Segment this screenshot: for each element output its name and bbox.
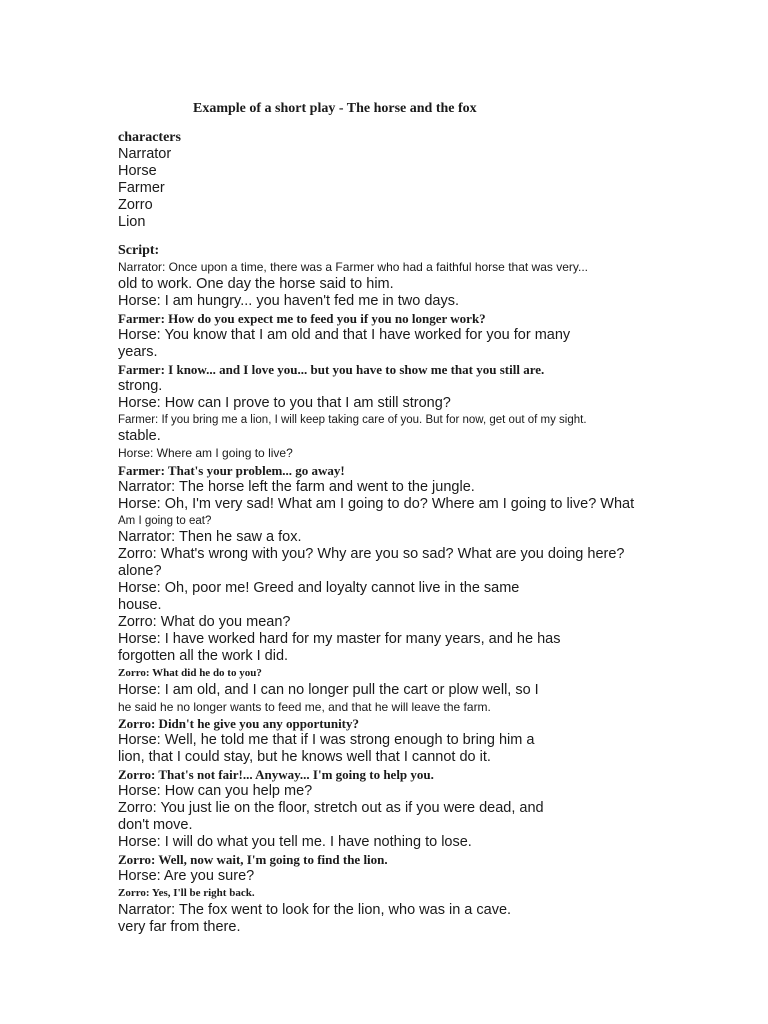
script-line: Horse: I will do what you tell me. I have nothing to lose. xyxy=(118,834,472,850)
script-line: Farmer: That's your problem... go away! xyxy=(118,462,345,478)
script-line: Farmer: How do you expect me to feed you if you no longer work? xyxy=(118,310,486,326)
script-line: Zorro: Well, now wait, I'm going to find the lion. xyxy=(118,852,388,867)
script-line: Zorro: What did he do to you? xyxy=(118,667,262,679)
script-line: Horse: Where am I going to live? xyxy=(118,446,293,460)
script-line: Narrator: Then he saw a fox. xyxy=(118,529,302,545)
script-line: Horse: Well, he told me that if I was strong enough to bring him a xyxy=(118,732,535,748)
script-line: years. xyxy=(118,343,158,360)
script-line: house. xyxy=(118,597,162,613)
script-line: Zorro: That's not fair!... Anyway... I'm going to help you. xyxy=(118,767,434,782)
script-line: Narrator: The fox went to look for the lion, who was in a cave. xyxy=(118,901,512,918)
character-name: Zorro xyxy=(118,197,153,213)
script-line: Horse: Oh, poor me! Greed and loyalty cannot live in the same xyxy=(118,580,520,596)
script-line: Horse: How can I prove to you that I am still strong? xyxy=(118,394,451,411)
script-line: Horse: You know that I am old and that I have worked for you for many xyxy=(118,326,571,343)
script-line: Horse: How can you help me? xyxy=(118,783,313,799)
script-line: Farmer: If you bring me a lion, I will keep taking care of you. But for now, get out of my sight. xyxy=(118,413,587,426)
script-line: Horse: Are you sure? xyxy=(118,868,255,884)
script-line: forgotten all the work I did. xyxy=(118,648,289,664)
script-line: Horse: I have worked hard for my master for many years, and he has xyxy=(118,631,561,647)
script-line: Farmer: I know... and I love you... but you have to show me that you still are. xyxy=(118,361,545,377)
script-line: Zorro: What do you mean? xyxy=(118,614,291,630)
characters-section xyxy=(118,129,658,231)
script-line: he said he no longer wants to feed me, and that he will leave the farm. xyxy=(118,699,491,714)
script-line: very far from there. xyxy=(118,918,241,935)
character-name: Narrator xyxy=(118,146,172,162)
character-name: Horse xyxy=(118,163,157,179)
script-line: Zorro: You just lie on the floor, stretch out as if you were dead, and xyxy=(118,800,544,816)
script-line: Zorro: Yes, I'll be right back. xyxy=(118,887,255,899)
script-line: don't move. xyxy=(118,817,193,833)
script-heading: Script: xyxy=(118,243,160,258)
document-title: Example of a short play - The horse and the fox xyxy=(193,101,477,116)
script-line: Narrator: The horse left the farm and went to the jungle. xyxy=(118,478,475,495)
script-lines xyxy=(118,259,658,936)
script-line: Narrator: Once upon a time, there was a Farmer who had a faithful horse that was very... xyxy=(118,260,588,274)
script-line: old to work. One day the horse said to him. xyxy=(118,275,394,292)
script-line: lion, that I could stay, but he knows well that I cannot do it. xyxy=(118,749,491,765)
script-line: alone? xyxy=(118,563,162,579)
script-line: stable. xyxy=(118,428,161,444)
script-line: strong. xyxy=(118,377,163,394)
character-name: Lion xyxy=(118,214,146,230)
script-line: Horse: I am old, and I can no longer pull the cart or plow well, so I xyxy=(118,681,539,698)
script-line: Horse: Oh, I'm very sad! What am I going to do? Where am I going to live? What xyxy=(118,495,635,512)
characters-heading: characters xyxy=(118,130,181,145)
script-section xyxy=(118,242,658,936)
script-line: Zorro: Didn't he give you any opportunity? xyxy=(118,716,360,731)
script-line: Horse: I am hungry... you haven't fed me in two days. xyxy=(118,292,459,309)
character-name: Farmer xyxy=(118,180,165,196)
script-line: Am I going to eat? xyxy=(118,514,212,527)
characters-list xyxy=(118,146,658,231)
script-line: Zorro: What's wrong with you? Why are you so sad? What are you doing here? xyxy=(118,546,625,562)
